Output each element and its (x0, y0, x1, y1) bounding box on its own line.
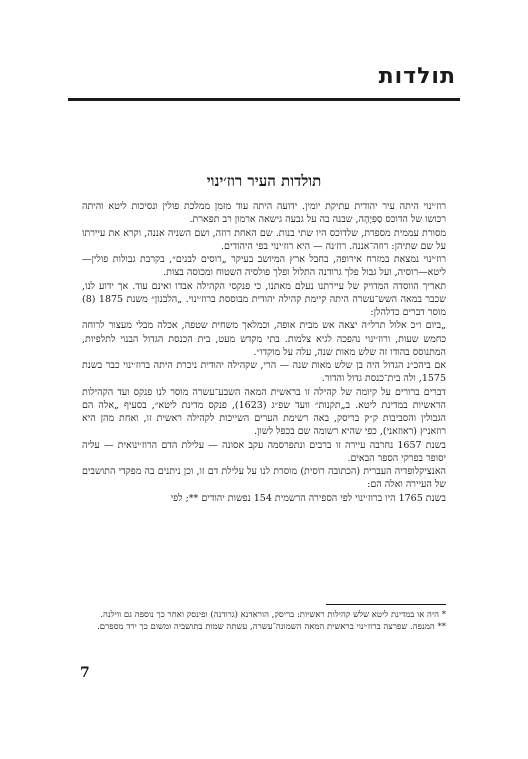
paragraph-4: תאריך הווסדה המדויק של עיירתנו נעלם מאתנו, כי פנקסי הקהילה אבדו ואינם עוד. אך ידוע לנו, שכבר במאה השש־עשרה היתה קיימת קהילה יהודית מבוססת ברוז׳ינוי. „הלבנון״ משנת 1875 (8) מוסר דברים כדלהלן: (82, 280, 446, 318)
paragraph-10: בשנת 1765 היו ברוז׳ינוי לפי הספירה הרשמית 154 נפשות יהודים **; לפי (170, 492, 446, 504)
paragraph-9: האנציקלופדיה העברית (הכתובה רוסית) מוסרת לנו על עלילת דם זו, וכן ניתנים בה מפקדי התושבים של העיירה ואלה הם: (82, 466, 446, 491)
footnote-1: * היה או במדינת ליטא שלש קהילות ראשיות: בריסק, הוראדנא (גרודנה) ופינסק ואחר כך נוספה גם ווילנה. (100, 610, 446, 620)
footnote-rule (326, 604, 446, 605)
paragraph-3: רוז׳ינוי נמצאת במזרח אירופה, בחבל ארץ המיושב בעיקר „רוסים לבנים״, בקרבת גבולות פולין—ליטא—רוסיה, ועל גבול פלך גרודנה התלול ופלך פולסיה השטוח ומכוסה בצות. (82, 254, 446, 279)
running-head: תולדות (378, 64, 456, 89)
paragraph-7: דברים ברורים על קיומה של קהילה זו בראשית המאה השבע־עשרה מוסר לנו פנקס ועד הקהילות הראשיות במדינת ליטא. ב„תקנות״ וועד שפ״ג (1623), פנקס מדינת ליטא״, בסעיף „אלה הם הגבולין והסביבות ק״ק בריסק, באה רשימת הערים השייכות לקהילה ראשית זו, ואחת מהן היא רוזאניץ (ראוזאני), כפי שהיא רשומה שם בכפל לשון. (82, 386, 446, 438)
page-number: 7 (80, 665, 90, 681)
chapter-title: תולדות העיר רוז׳ינוי (206, 172, 322, 190)
paragraph-6: אם ביהכ״נ הגדול היה בן שלש מאות שנה — הרי, שקהילה יהודית ניכרת היתה ברוז׳ינוי כבר בשנת 1575, ולה בית־כנסת גדול והדור. (82, 360, 446, 385)
footnotes (82, 609, 446, 633)
paragraph-2: מסורת עממית מספרת, שלדוכס היו שתי בנות. שם האחת רוזה, ושם השניה אננה, וקרא את עיירתו על שם שתיהן: רוזה־אננה. רוז׳נה — היא רוז׳ינוי בפי היהודים. (82, 227, 446, 252)
paragraph-8: בשנת 1657 נחרבה עיירה זו ברבים ונתפרסמה עקב אסונה — עלילת הדם הרוז׳ינואית — עליה יסופר בפרקי הספר הבאים. (82, 439, 446, 464)
body-text (82, 200, 446, 505)
paragraph-5: „ביום ו״כ אלול תרל״ה יצאה אש מבית אופה, וכמלאך משחית שטפה, אכלה מבלי מעצור לרוחה כחמש שעות, ורוז׳ינוי נהפכה לגיא צלמות. בתי מקדש מעט, בית הכנסת הגדול הבנוי לתלפיות, המתנוסס בהודו זה שלש מאות שנה, עלה על מוקדו״. (82, 320, 446, 358)
paragraph-1: רוז׳ינוי היתה עיר יהודית עתיקת יומין. ידועה היתה עוד מזמן ממלכת פולין ונסיכות ליטא והיתה רכושו של הדוכס סַפִּיֶהָה, שבנה בה על גבעה גישאה ארמון רב תפארת. (82, 201, 446, 226)
footnote-2: ** המנפה. שפרצה ברוז׳ינוי בראשית המאה השמונה־עשרה, עשתה שמות בתושביה ומשום כך ירד מספרם. (97, 622, 446, 632)
header-rule (68, 98, 460, 101)
